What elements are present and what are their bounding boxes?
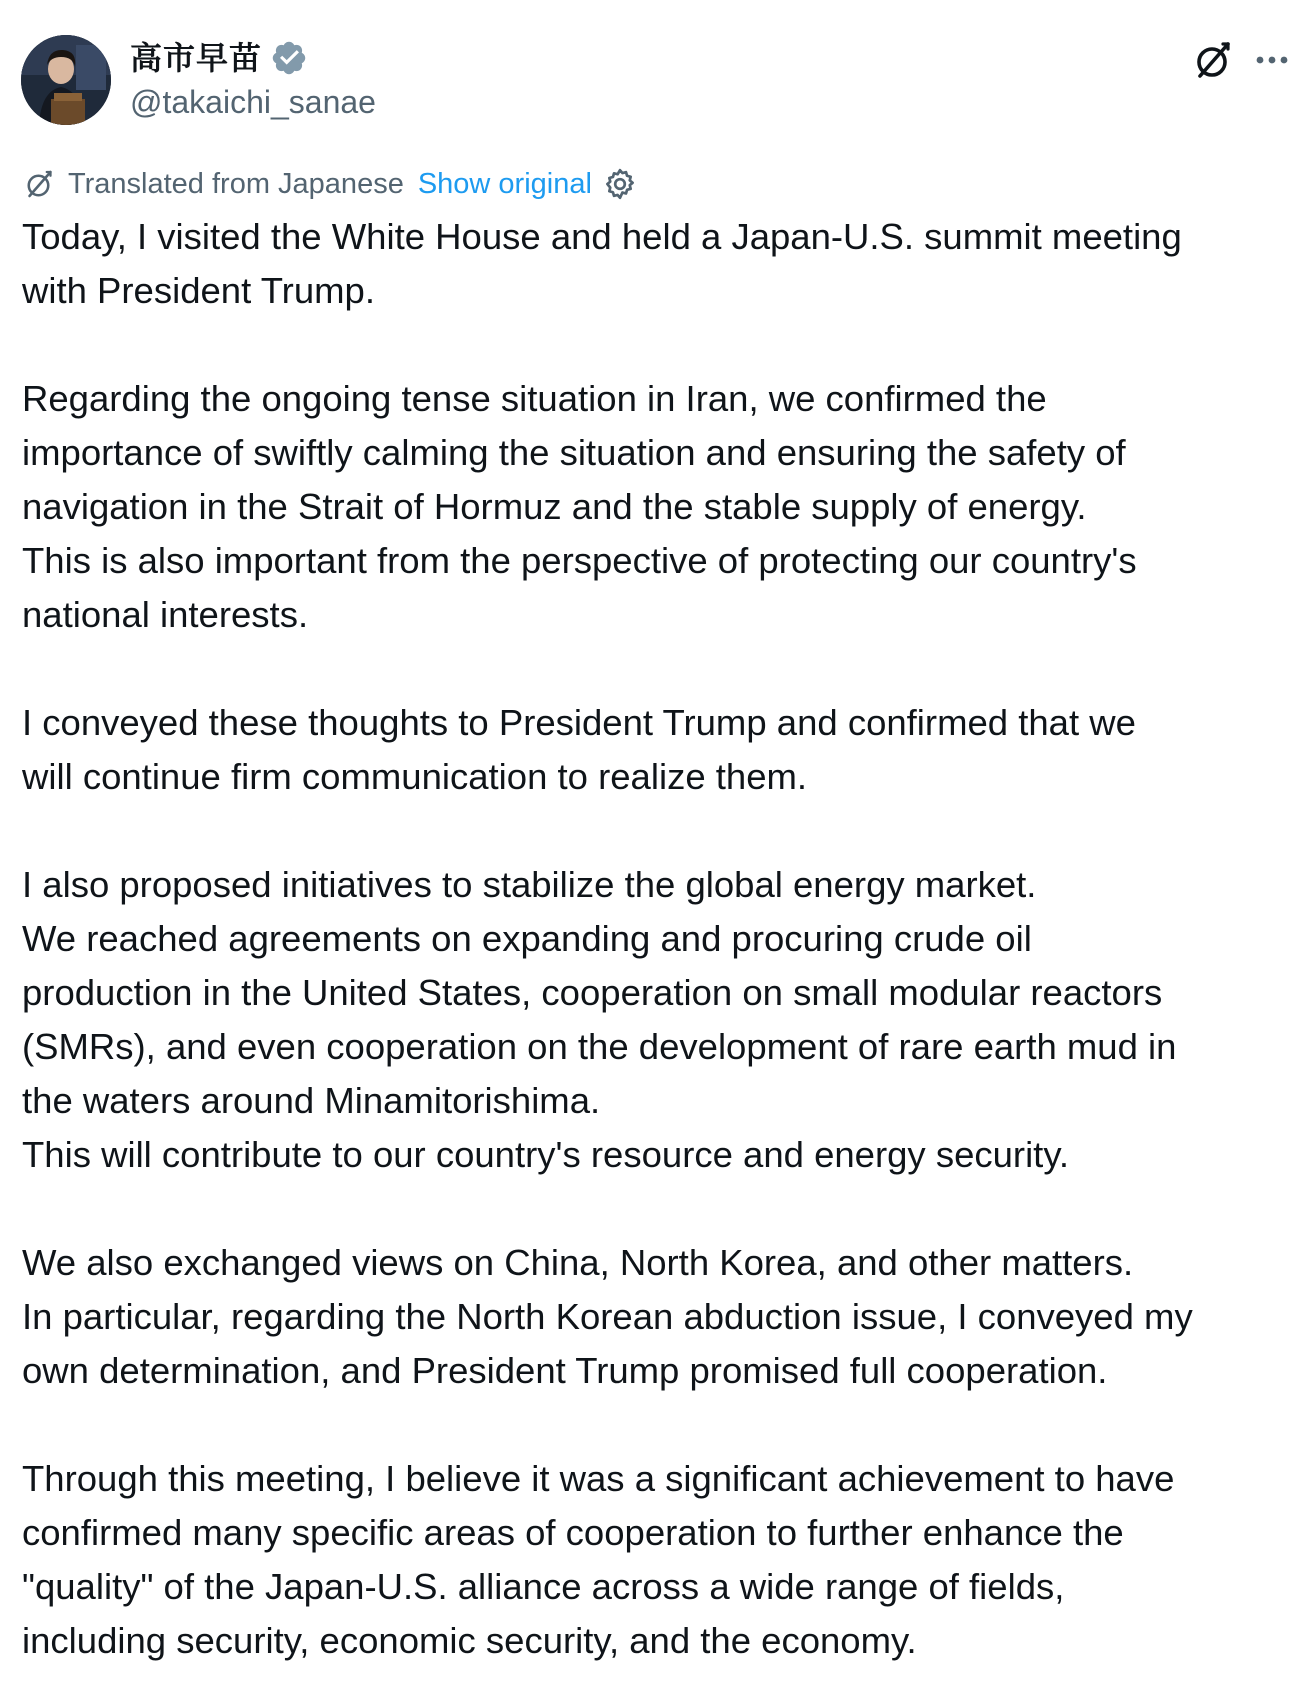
post-text-line: including security, economic security, and the economy.: [22, 1620, 917, 1661]
author-name-row: [130, 36, 308, 80]
paragraph-gap: [22, 318, 1292, 372]
post-text-line: will continue firm communication to realize them.: [22, 756, 808, 797]
translated-from-label: Translated from Japanese: [68, 167, 404, 200]
settings-icon[interactable]: [602, 166, 638, 202]
post-text-line: This will contribute to our country's resource and energy security.: [22, 1134, 1070, 1175]
post-text-line: I conveyed these thoughts to President Trump and confirmed that we: [22, 702, 1136, 743]
post-text-line: own determination, and President Trump promised full cooperation.: [22, 1350, 1108, 1391]
post-text-line: Regarding the ongoing tense situation in Iran, we confirmed the: [22, 378, 1047, 419]
post-text-line: with President Trump.: [22, 270, 375, 311]
post-text-line: I also proposed initiatives to stabilize the global energy market.: [22, 864, 1037, 905]
post-text-line: navigation in the Strait of Hormuz and the stable supply of energy.: [22, 486, 1087, 527]
grok-icon[interactable]: [1190, 36, 1238, 84]
post-text-line: Today, I visited the White House and held a Japan-U.S. summit meeting: [22, 216, 1182, 257]
post-text-line: the waters around Minamitorishima.: [22, 1080, 601, 1121]
post-text-line: confirmed many specific areas of cooperation to further enhance the: [22, 1512, 1124, 1553]
post-text-line: We reached agreements on expanding and procuring crude oil: [22, 918, 1032, 959]
post-text-line: In particular, regarding the North Korean abduction issue, I conveyed my: [22, 1296, 1193, 1337]
show-original-link[interactable]: Show original: [417, 167, 592, 200]
post-text-line: We also exchanged views on China, North Korea, and other matters.: [22, 1242, 1134, 1283]
post-text-line: production in the United States, cooperation on small modular reactors: [22, 972, 1163, 1013]
paragraph-gap: [22, 1182, 1292, 1236]
verified-badge-icon[interactable]: [270, 39, 308, 77]
paragraph-gap: [22, 1398, 1292, 1452]
author-handle[interactable]: @takaichi_sanae: [130, 84, 376, 120]
post-text-line: importance of swiftly calming the situation and ensuring the safety of: [22, 432, 1126, 473]
post-text-line: "quality" of the Japan-U.S. alliance across a wide range of fields,: [22, 1566, 1065, 1607]
post-text-line: Through this meeting, I believe it was a significant achievement to have: [22, 1458, 1175, 1499]
post-text: [22, 210, 1292, 1668]
translation-bar: [22, 162, 638, 206]
post-text-line: national interests.: [22, 594, 309, 635]
post-text-line: (SMRs), and even cooperation on the development of rare earth mud in: [22, 1026, 1177, 1067]
paragraph-gap: [22, 804, 1292, 858]
more-icon[interactable]: [1252, 40, 1292, 80]
display-name[interactable]: 高市早苗: [130, 39, 263, 77]
paragraph-gap: [22, 642, 1292, 696]
avatar-photo: [21, 35, 111, 125]
translate-icon: [22, 166, 58, 202]
avatar[interactable]: [21, 35, 111, 125]
post-text-line: This is also important from the perspective of protecting our country's: [22, 540, 1137, 581]
